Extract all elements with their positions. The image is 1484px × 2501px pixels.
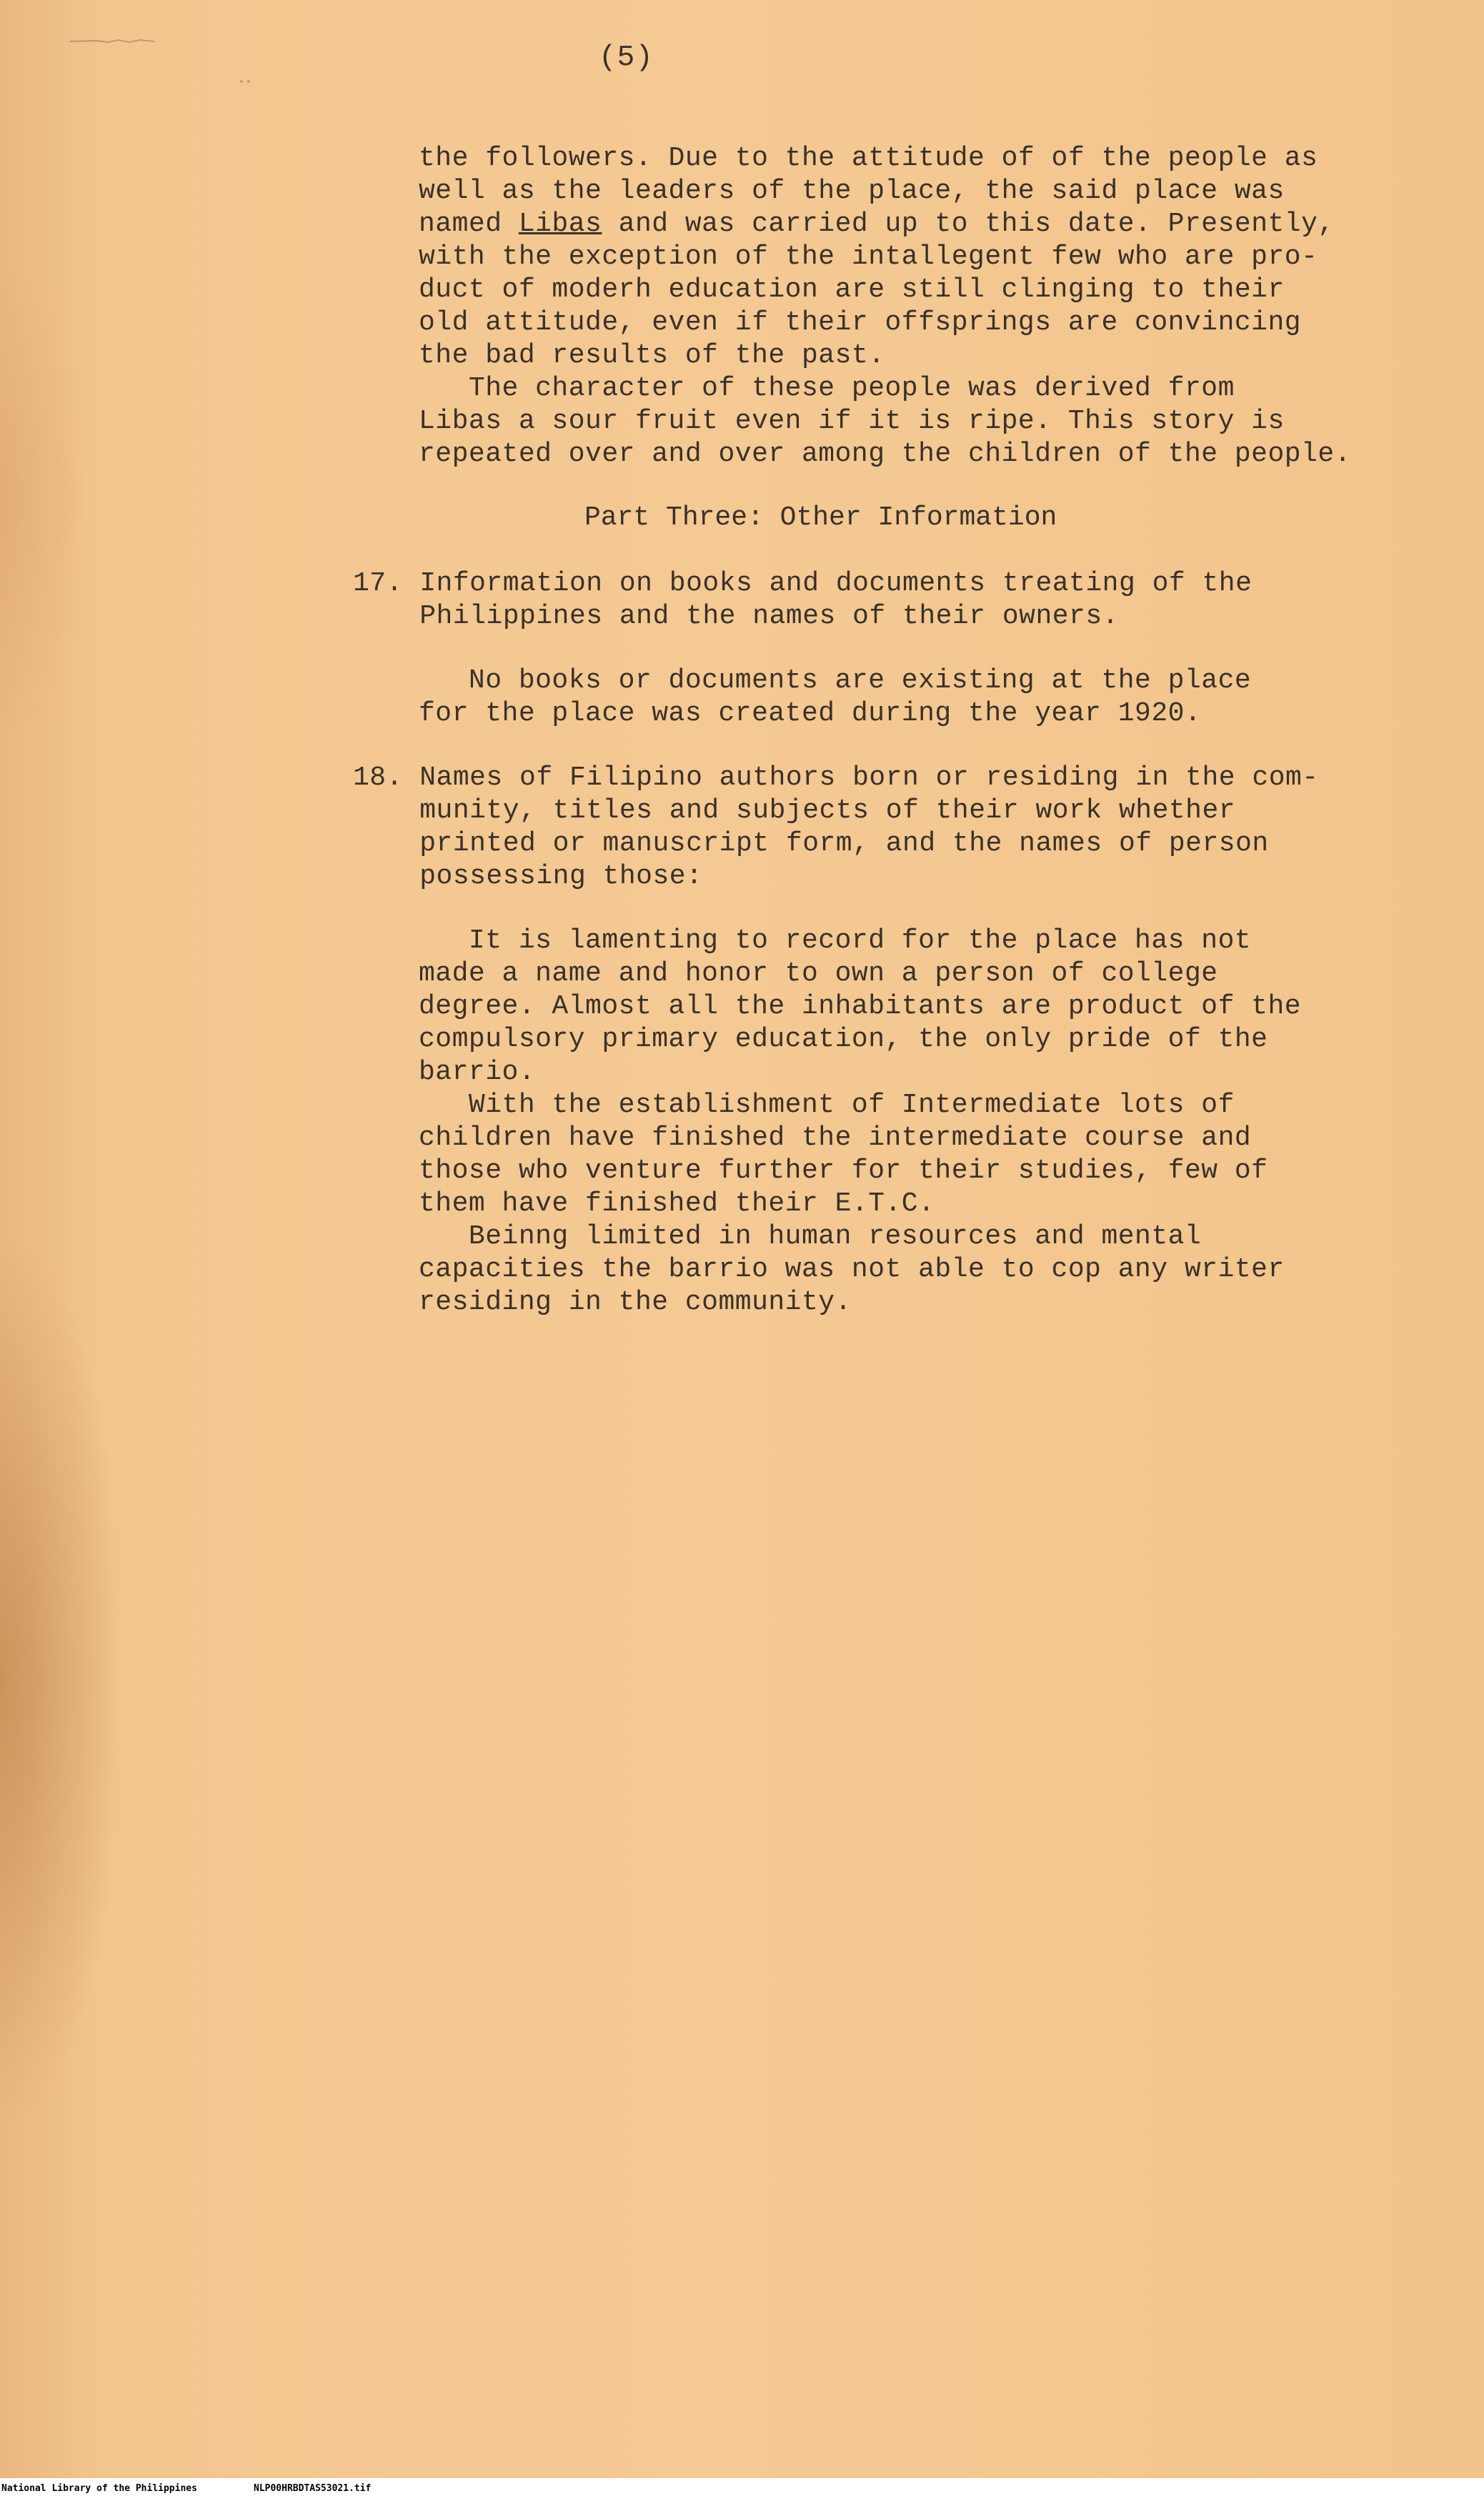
text-line: repeated over and over among the children of the people. <box>419 439 1352 469</box>
file-name: NLP00HRBDTAS53021.tif <box>254 2483 372 2494</box>
speck <box>247 80 250 83</box>
text-line: The character of these people was derived from <box>419 373 1235 404</box>
text-line: duct of moderh education are still clinging to their <box>419 274 1285 305</box>
page-number: (5) <box>599 41 654 74</box>
item-18-line: possessing those: <box>353 861 703 892</box>
text-line: the bad results of the past. <box>419 340 885 371</box>
part-heading: Part Three: Other Information <box>584 502 1057 533</box>
item-18-answer-line: made a name and honor to own a person of college <box>419 958 1218 989</box>
scan-footer <box>0 2478 1484 2501</box>
text-line: Libas a sour fruit even if it is ripe. This story is <box>419 406 1285 437</box>
library-credit: National Library of the Philippines <box>1 2483 197 2494</box>
text-line: the followers. Due to the attitude of of the people as <box>419 143 1318 174</box>
text-fragment: named <box>419 209 519 239</box>
item-18-line: 18. Names of Filipino authors born or residing in the com- <box>353 762 1319 793</box>
item-18-answer-line: children have finished the intermediate course and <box>419 1123 1252 1153</box>
item-18-line: printed or manuscript form, and the names of person <box>353 828 1269 859</box>
item-18-answer-line: compulsory primary education, the only pride of the <box>419 1024 1268 1055</box>
item-18-answer-line: them have finished their E.T.C. <box>419 1188 935 1219</box>
corner-smudge-mark <box>69 36 183 46</box>
text-line: with the exception of the intallegent few who are pro- <box>419 242 1318 272</box>
item-18-answer-line: capacities the barrio was not able to cop any writer <box>419 1254 1285 1285</box>
item-18-answer-line: degree. Almost all the inhabitants are product of the <box>419 991 1302 1022</box>
text-fragment: and was carried up to this date. Presently, <box>602 209 1335 239</box>
item-18-answer-line: Beinng limited in human resources and mental <box>419 1221 1202 1252</box>
text-line: old attitude, even if their offsprings are convincing <box>419 307 1302 338</box>
item-18-answer-line: those who venture further for their studies, few of <box>419 1155 1268 1186</box>
text-line: well as the leaders of the place, the said place was <box>419 176 1285 207</box>
underlined-word: Libas <box>518 209 602 239</box>
item-17-answer-line: for the place was created during the year 1920. <box>419 698 1202 729</box>
item-17-answer-line: No books or documents are existing at the place <box>419 665 1252 696</box>
speck <box>240 80 243 83</box>
item-18-answer-line: barrio. <box>419 1057 536 1088</box>
item-17-line: Philippines and the names of their owners. <box>353 601 1119 632</box>
text-line-with-underline <box>419 208 1335 241</box>
item-18-answer-line: With the establishment of Intermediate lots of <box>419 1090 1235 1120</box>
item-18-answer-line: It is lamenting to record for the place has not <box>419 925 1252 956</box>
item-18-answer-line: residing in the community. <box>419 1287 852 1318</box>
item-18-line: munity, titles and subjects of their work whether <box>353 795 1236 826</box>
item-17-line: 17. Information on books and documents treating of the <box>353 568 1253 599</box>
